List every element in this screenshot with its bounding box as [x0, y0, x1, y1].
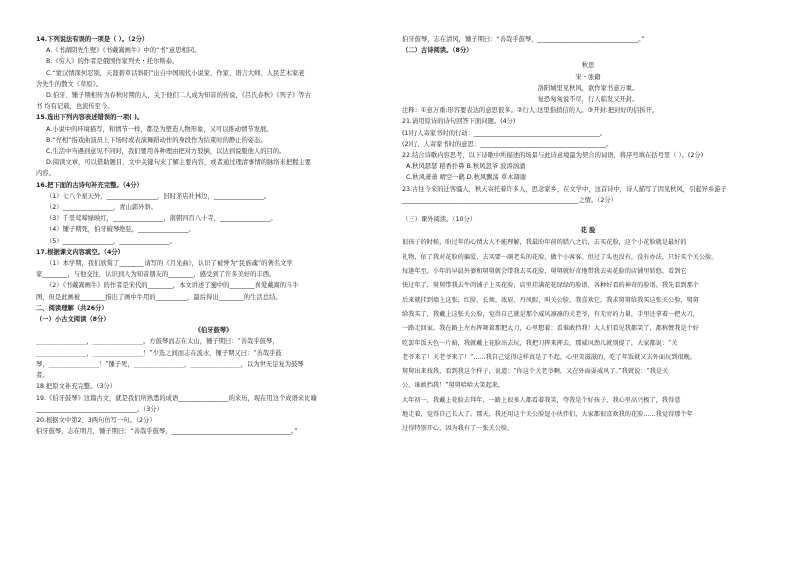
- classical-text-line-1: ________________，________________。方鼓琴而志在太山，锺子期曰：“善哉乎鼓琴，: [36, 338, 279, 346]
- q15-option-b: B.“亮相”指戏曲演员上下场时或表演舞蹈动作的身段作为结束时的静止的姿态。: [46, 136, 267, 144]
- q15-option-d-cont: 内容。: [36, 170, 55, 178]
- q15-option-d: D.阅读文章，可以借助题目、文中关键句来了解主要内容，或者通过理清事情的脉络来把握主要: [46, 159, 312, 167]
- q14-option-c: C.“蒙汉情深何忍别，天涯碧草话斜阳”出自中国现代小说家、作家、语言大师、人民艺术家老: [46, 69, 305, 77]
- story-line: 礼物，依了我对花脸的偏爱，去买要一副老头的花脸，做个小客客。但过了头也没有，没有办法，只好买个关公脸。: [402, 253, 718, 261]
- q17-line-4: 图，但是此画被________指出了画中牛用的__________，最后得出________的生活总结。: [36, 293, 282, 301]
- q23-cont: ________________________________________________________之情。（2分）: [402, 196, 617, 204]
- subsection-classical-reading: （一）小古文阅读（8分）: [36, 316, 110, 324]
- story-line: 大年初一，我戴上花脸去拜年，一路上很多人都看着我笑，夸我是个好孩子，我心里高兴极了，我得意: [402, 396, 681, 404]
- classical-text-line-2: ________________，________________！”少选之间而志在流水，锺子期又曰：“善哉乎鼓: [36, 349, 282, 357]
- q21-part-2: (2)行、人寄家书时的意思：________________________________________。: [402, 140, 613, 148]
- q16-line-3: （3）千里莺啼绿映红，________________，南朝四百八十寺，________________。: [46, 215, 277, 223]
- classical-text-line-4: 者。: [36, 372, 49, 380]
- left-column: [36, 34, 391, 437]
- story-line: 老爷来了！关老爷来了！”……我自己觉得这样真是了不起，心里美滋滋的，吃了年饭就又去外面玩到很晚。: [402, 353, 696, 361]
- q15-title: 15.选出下列内容表述错误的一项( )。: [36, 114, 144, 122]
- story-line: 很孩子的时候，盼过年的心情大人不能理解，我最盼年前的腊八之后，去买花脸，这个小花脸就是最好的: [402, 239, 687, 247]
- q16-line-2: （2）________________，青山郭外斜。: [46, 204, 158, 212]
- q15-option-a: A.小说中的环境描写，和情节一样，都是为塑造人物形象，又可以推动情节发展。: [46, 125, 273, 133]
- story-line: 吃罢年饭天色一片暗，我就戴上花脸出去玩，我把刀挥来挥去，那威风劲儿就别提了，大家都说：“关: [402, 339, 678, 347]
- section-2-heading: 二、阅读理解（共26分）: [36, 304, 108, 312]
- q20-answer-1: 伯牙鼓琴，志在明月，锺子期曰：“善哉乎鼓琴，______________________________________。”: [36, 428, 298, 436]
- q14-option-a: A.《书湖阴先生壁》《书戴嵩画牛》中的“书”意思相同。: [46, 47, 201, 55]
- story-line: 公，谁敢挡我！”舅舅哈哈大笑起来。: [402, 382, 505, 390]
- q16-line-5: （5）________________，________________。: [46, 237, 176, 245]
- story-line: 每逢年至，小年的早晨外婆和舅舅就会带我去买花脸，舅舅就好奇地带我去卖花脸的店铺里转悠，看到它: [402, 268, 687, 276]
- q17-line-1: （1）本学期，我们欣赏了________请写的《月光曲》，认识了被誉为“民族魂”的著名文学: [46, 260, 293, 268]
- q22-options-cd: C.秋风萧萧 晴空一鹤 D.秋风飘荡 草木凋谢: [406, 174, 527, 182]
- classical-text-title: 《伯牙鼓琴》: [194, 327, 233, 335]
- right-column: [402, 34, 774, 437]
- q22: 22.结合诗歌内容思考，以下诗歌中所描述的场景与此诗意境最为契合的词语，将序号填在括号里（ ）。(2分): [402, 152, 704, 160]
- story-line: 舅舅出来找我，看到我这个样子，说道：“你这个关老爷啊，又在外面耍威风了。”我就说：“我是关: [402, 368, 669, 376]
- q19: 19.《伯牙鼓琴》这篇古文，就是我们所熟悉的成语________________的来历，现在用这个成语来比喻: [36, 394, 317, 402]
- q21-part-1: (1)行人寄家书时的行动：________________________________________。: [402, 129, 607, 137]
- q16-line-1: （1）七八个星天外，________________，旧时茅店社林边，________________。: [46, 192, 271, 200]
- q14-option-c-cont: 舍先生的散文《草原》。: [36, 80, 103, 88]
- story-title: 花 脸: [580, 227, 596, 235]
- q14-option-d: D.伯牙、锺子期相传为春秋时期的人，关于他们二人成为知音的传说，《吕氏春秋》《列子》等古: [46, 92, 312, 100]
- q16-line-4: （4）锺子期死，伯牙破琴绝弦，________________。: [46, 226, 195, 234]
- q16-title: 16.把下面的古诗句补充完整。（4分）: [36, 181, 143, 189]
- q21: 21.请用原诗的诗句回答下面问题。(4分): [402, 118, 516, 126]
- q20-answer-2: 伯牙鼓琴，志在清风，锺子期曰：“善哉乎鼓琴，________________________________。”: [402, 36, 645, 43]
- q19-cont: ________________________________。（3分）: [36, 405, 163, 413]
- q14-option-b: B.《穷人》的作者是俄国作家列夫・托尔斯泰。: [46, 58, 179, 66]
- story-line: 快过年了，舅舅带我去牛肉铺子上买花脸，店里挂满花花绿绿的脸谱，各种好看的神奇的脸谱。我先看到那个: [402, 282, 699, 290]
- poem-line-1: 洛阳城里见秋风，欲作家书意万重。: [537, 84, 639, 92]
- subsection-poem-reading: （二）古诗阅读。（8分）: [402, 47, 473, 55]
- classical-text-line-3: 琴，________________！”锺子死，________________，________________，以为世无足复为鼓琴: [36, 360, 304, 368]
- poem-author: 宋・张籍: [575, 73, 601, 81]
- q17-line-2: 家________，与他交往，认识到人为知音朋友的________，感受到了许多美好的丰西。: [36, 271, 276, 279]
- q23: 23.古往今来的迁客骚人，秋天寄托着许多人，思念家乡，在文学中，这首诗中，诗人描写了因见秋风，引起异乡游子: [402, 185, 727, 193]
- story-line: 过得特别开心，因为我有了一张关公脸。: [402, 425, 514, 433]
- story-line: 地走着，觉得自己长大了。那天，我还用这个关公脸逗小伙伴们，大家都很喜欢我的花脸……我觉得那个年: [402, 411, 693, 419]
- poem-title: 秋思: [581, 62, 595, 70]
- subsection-extended-reading: （三）课外阅读。（10分）: [402, 216, 477, 224]
- poem-line-2: 复恐匆匆说不尽，行人临发又开封。: [537, 96, 639, 104]
- q15-option-c: C.生活中当遇到意见不同时，我们要用各种理由把对方驳倒，以达到说服他人的目的。: [46, 148, 286, 156]
- q18: 18.把原文补充完整。（3分）: [36, 383, 117, 391]
- story-line: 给我买了，我戴上这张关公脸，觉得自己就是那个威风凛凛的关老爷，有无穷的力量，手里还拿着一把大刀，: [402, 310, 699, 318]
- story-line: 一路走回家。我在路上左右挥舞着那把大刀，心里想着：看谁敢挡我！大人们看见我都笑了，都称赞我是个好: [402, 325, 699, 333]
- q17-title: 17.根据课文内容填空。（4分）: [36, 248, 124, 256]
- q14-title: 14.下列说法有误的一项是（ ）。（2分）: [36, 36, 149, 43]
- poem-notes: 注释：①意万重:形容要表达的意思很多。②行人:这里指捎信的人。③开封:把封好的信拆开。: [402, 107, 659, 115]
- story-line: 后来就挂到墙上这张，红脸、长须、浓眉、丹凤眼，叫关公脸，我喜欢它，我求舅舅给我买这张关公脸，舅舅: [402, 296, 699, 304]
- q14-option-d-cont: 书 均有记载，也流传至今。: [36, 103, 114, 111]
- q20: 20.根据文中第2、3两句仿写一句。（2分）: [36, 416, 156, 424]
- q22-options-ab: A.秋风瑟瑟 稻香扑鼻 B.秋风忽爷 波涛汹涌: [406, 163, 526, 171]
- q17-line-3: （2）《书戴嵩画牛》的作者是宋代的________，本文讲述了蜀中的________喜爱戴嵩的斗牛: [46, 282, 299, 290]
